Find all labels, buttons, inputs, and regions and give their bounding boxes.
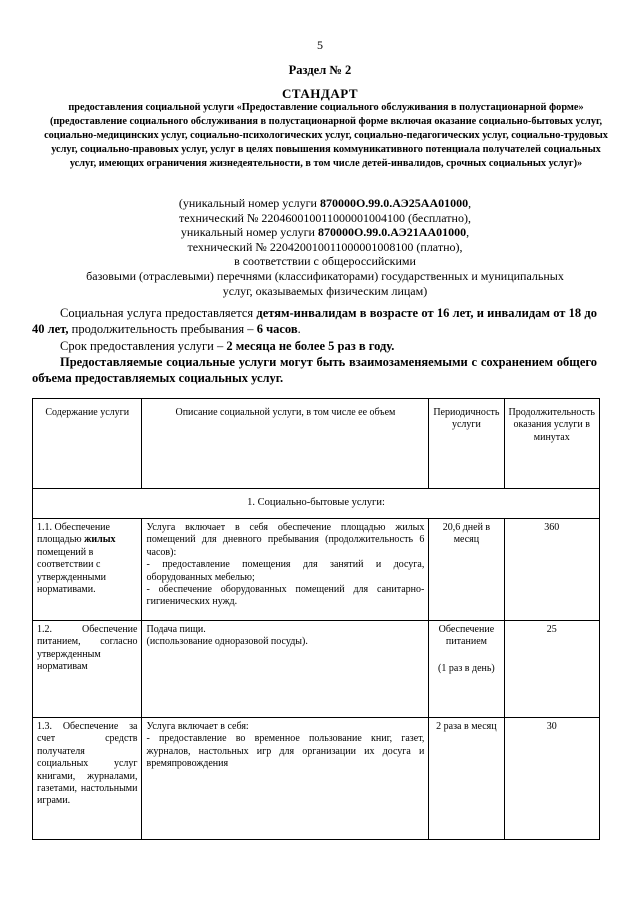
table-row bbox=[33, 519, 600, 621]
row-duration: 30 bbox=[504, 718, 600, 840]
row-description: Услуга включает в себя обеспечение площадью жилых помещений для дневного пребывания (продолжительность 6 часов): - предоставление помещения для занятий и досуга, оборудованных мебелью; - обеспечение оборудованных помещений для санитарно-гигиенических нужд. bbox=[142, 519, 429, 621]
service-code-free: 870000О.99.0.АЭ25АА01000 bbox=[319, 196, 469, 210]
classifier-line-3: услуг, оказываемых физическим лицам) bbox=[222, 283, 428, 298]
row-content: 1.1. Обеспечение площадью жилых помещений в соответствии с утвержденными нормативами. bbox=[33, 519, 142, 621]
page-number: 5 bbox=[317, 38, 323, 52]
row-content: 1.3. Обеспечение за счет средств получателя социальных услуг книгами, журналами, газетами, настольными играми. bbox=[33, 718, 142, 840]
term-paragraph: Срок предоставления услуги – 2 месяца не более 5 раз в году. bbox=[60, 339, 395, 353]
technical-number-paid: технический № 220420010011000001008100 (платно), bbox=[187, 239, 463, 254]
section-heading: Раздел № 2 bbox=[288, 63, 352, 77]
document-title: СТАНДАРТ bbox=[281, 86, 358, 101]
row-periodicity: 2 раза в месяц bbox=[429, 718, 504, 840]
header-content: Содержание услуги bbox=[33, 399, 142, 489]
header-duration: Продолжительность оказания услуги в минутах bbox=[504, 399, 600, 489]
header-description: Описание социальной услуги, в том числе ее объем bbox=[142, 399, 429, 489]
interchangeable-paragraph: Предоставляемые социальные услуги могут быть взаимозаменяемыми с сохранением общего объема предоставляемых социальных услуг. bbox=[32, 355, 597, 385]
table-category-row bbox=[33, 489, 600, 519]
technical-number-free: технический № 220460010011000001004100 (бесплатно), bbox=[179, 210, 471, 225]
document-subtitle: предоставления социальной услуги «Предоставление социального обслуживания в полустационарной форме» (предоставление социального обслуживания в полустационарной форме включая оказание социально-бытовых услуг, социально-медицинских услуг, социально-психологических услуг, социально-педагогических услуг, социально-трудовых услуг, социально-правовых услуг, услуг в целях повышения коммуникативного потенциала получателей социальных услуг, имеющих ограничения жизнедеятельности, в том числе детей-инвалидов, срочных социальных услуг)» bbox=[44, 102, 608, 169]
classifier-line-2: базовыми (отраслевыми) перечнями (классификаторами) государственных и муниципальных bbox=[86, 268, 564, 283]
row-periodicity: 20,6 дней в месяц bbox=[429, 519, 504, 621]
header-periodicity: Периодичность услуги bbox=[429, 399, 504, 489]
category-label: 1. Социально-бытовые услуги: bbox=[33, 489, 600, 519]
row-content: 1.2. Обеспечение питанием, согласно утвержденным нормативам bbox=[33, 621, 142, 718]
table-row bbox=[33, 718, 600, 840]
classifier-line-1: в соответствии с общероссийскими bbox=[234, 254, 416, 269]
table-row bbox=[33, 621, 600, 718]
service-id-line-1: (уникальный номер услуги 870000О.99.0.АЭ25АА01000, bbox=[178, 196, 472, 210]
service-id-line-3: уникальный номер услуги 870000О.99.0.АЭ21АА01000, bbox=[180, 225, 470, 240]
recipients-paragraph: Социальная услуга предоставляется детям-инвалидам в возрасте от 16 лет, и инвалидам от 18 до 40 лет, продолжительность пребывания – 6 часов. bbox=[32, 306, 597, 336]
row-duration: 25 bbox=[504, 621, 600, 718]
row-periodicity: Обеспечение питанием (1 раз в день) bbox=[429, 621, 504, 718]
table-header-row bbox=[33, 399, 600, 489]
row-description: Услуга включает в себя: - предоставление во временное пользование книг, газет, журналов, настольных игр для организации их досуга и времяпровождения bbox=[142, 718, 429, 840]
services-table bbox=[32, 398, 600, 840]
row-description: Подача пищи. (использование одноразовой посуды). bbox=[142, 621, 429, 718]
row-duration: 360 bbox=[504, 519, 600, 621]
service-identifiers bbox=[30, 196, 620, 298]
service-code-paid: 870000О.99.0.АЭ21АА01000 bbox=[317, 225, 467, 240]
